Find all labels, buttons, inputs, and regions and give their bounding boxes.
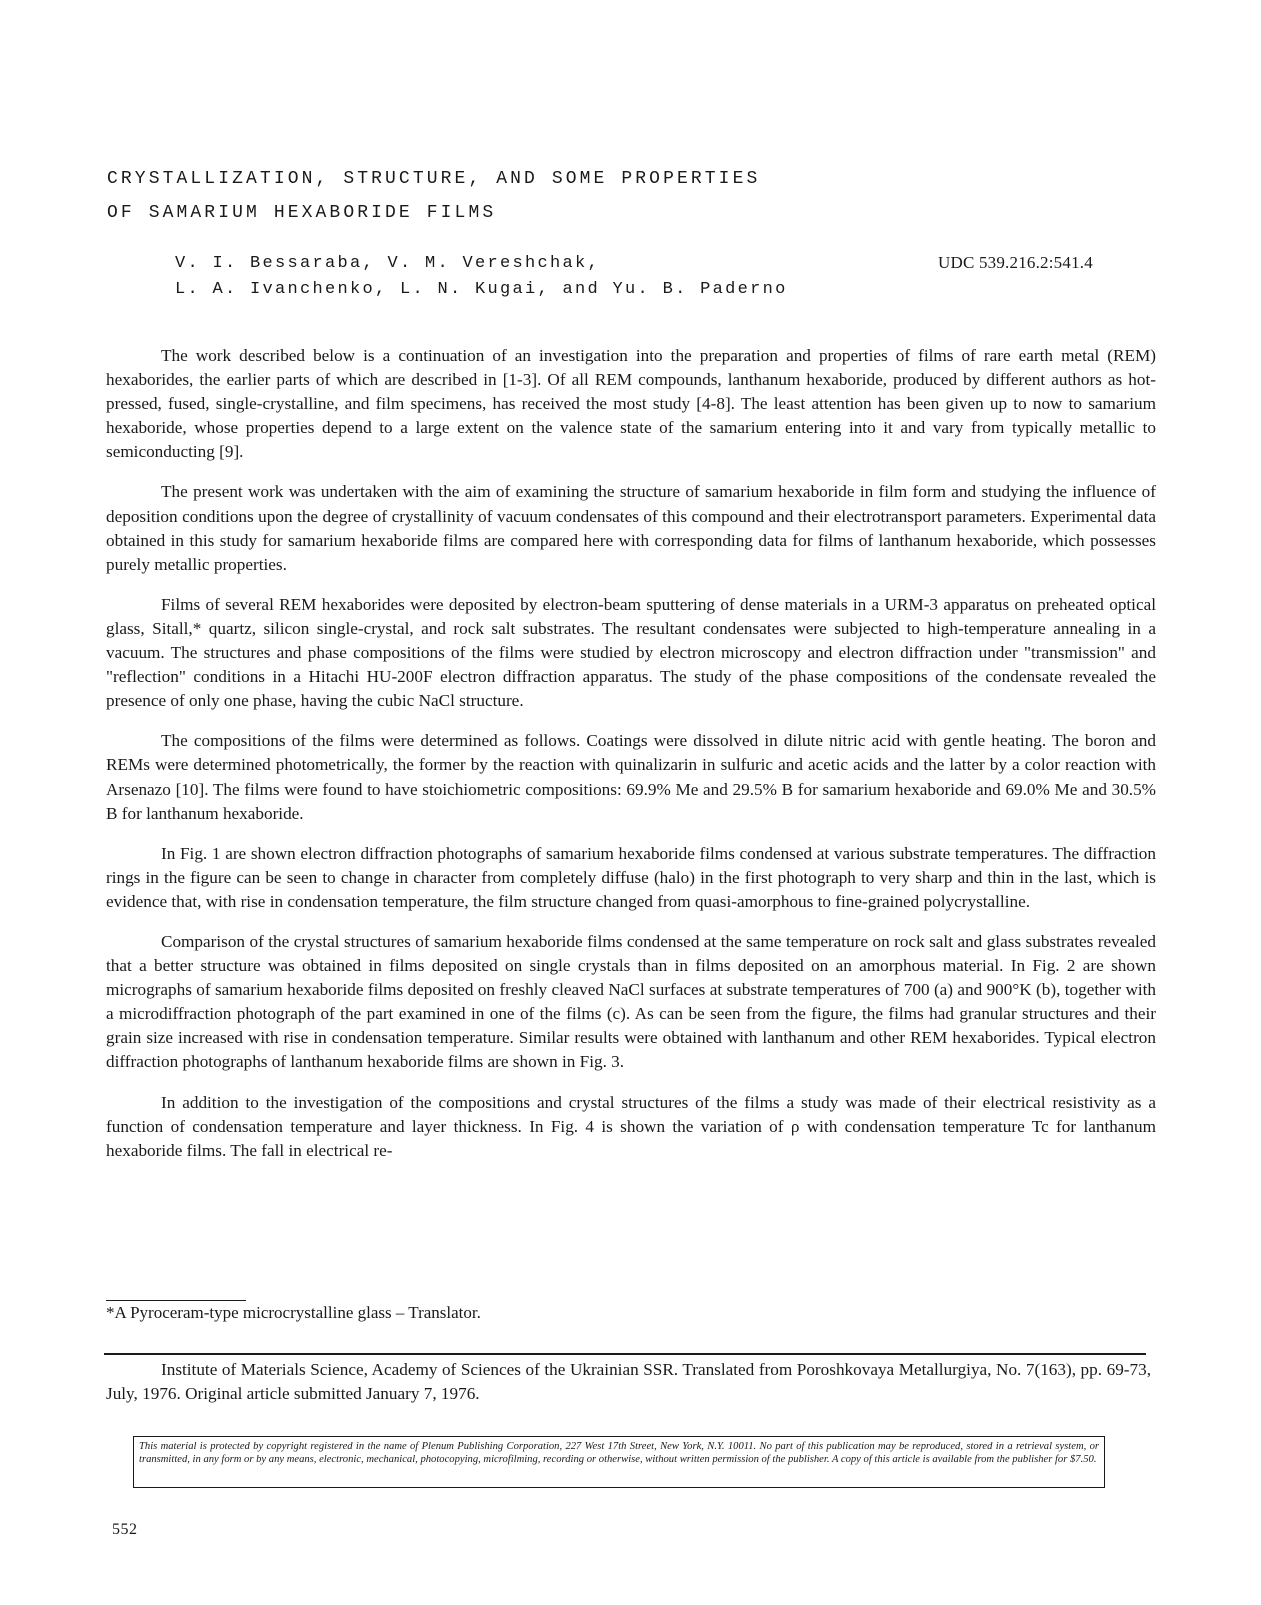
footnote-divider xyxy=(106,1300,246,1301)
institute-divider xyxy=(104,1353,1146,1355)
footnote: *A Pyroceram-type microcrystalline glass – Translator. xyxy=(106,1303,481,1322)
page-number: 552 xyxy=(112,1521,138,1538)
paper-title xyxy=(107,162,1107,230)
authors-line-2: L. A. Ivanchenko, L. N. Kugai, and Yu. B. Paderno xyxy=(175,280,788,299)
author-list xyxy=(175,251,895,303)
authors-line-1: V. I. Bessaraba, V. M. Vereshchak, xyxy=(175,254,601,273)
paragraph-3: Films of several REM hexaborides were deposited by electron-beam sputtering of dense materials in a URM-3 apparatus on preheated optical glass, Sitall,* quartz, silicon single-crystal, and rock salt substrates. The resultant condensates were subjected to high-temperature annealing in a vacuum. The structures and phase compositions of the films were studied by electron microscopy and electron diffraction under "transmission" and "reflection" conditions in a Hitachi HU-200F electron diffraction apparatus. The study of the phase compositions of the condensate revealed the presence of only one phase, having the cubic NaCl structure. xyxy=(106,594,1156,711)
paragraph-2: The present work was undertaken with the aim of examining the structure of samarium hexaboride in film form and studying the influence of deposition conditions upon the degree of crystallinity of vacuum condensates of this compound and their electrotransport parameters. Experimental data obtained in this study for samarium hexaboride films are compared here with corresponding data for films of lanthanum hexaboride, which possesses purely metallic properties. xyxy=(106,482,1156,574)
paragraph-7: In addition to the investigation of the compositions and crystal structures of the films a study was made of their electrical resistivity as a function of condensation temperature and layer thickness. In Fig. 4 is shown the variation of ρ with condensation temperature Tc for lanthanum hexaboride films. The fall in electrical re- xyxy=(106,1092,1156,1160)
udc-code: UDC 539.216.2:541.4 xyxy=(938,253,1093,272)
paragraph-6: Comparison of the crystal structures of samarium hexaboride films condensed at the same temperature on rock salt and glass substrates revealed that a better structure was obtained in films deposited on single crystals than in films deposited on an amorphous material. In Fig. 2 are shown micrographs of samarium hexaboride films deposited on freshly cleaved NaCl surfaces at substrate temperatures of 700 (a) and 900°K (b), together with a microdiffraction photograph of the part examined in one of the films (c). As can be seen from the figure, the films had granular structures and their grain size increased with rise in condensation temperature. Similar results were obtained with lanthanum and other REM hexaborides. Typical electron diffraction photographs of lanthanum hexaboride films are shown in Fig. 3. xyxy=(106,931,1156,1072)
article-body xyxy=(106,344,1156,1163)
title-line-2: OF SAMARIUM HEXABORIDE FILMS xyxy=(107,203,497,223)
paragraph-5: In Fig. 1 are shown electron diffraction photographs of samarium hexaboride films condensed at various substrate temperatures. The diffraction rings in the figure can be seen to change in character from completely diffuse (halo) in the first photograph to very sharp and thin in the last, which is evidence that, with rise in condensation temperature, the film structure changed from quasi-amorphous to fine-grained polycrystalline. xyxy=(106,843,1156,911)
title-line-1: CRYSTALLIZATION, STRUCTURE, AND SOME PROPERTIES xyxy=(107,169,761,189)
institute-note: Institute of Materials Science, Academy of Sciences of the Ukrainian SSR. Translated from Poroshkovaya Metallurgiya, No. 7(163), pp. 69-73, July, 1976. Original article submitted January 7, 1976. xyxy=(106,1360,1151,1403)
paragraph-4: The compositions of the films were determined as follows. Coatings were dissolved in dilute nitric acid with gentle heating. The boron and REMs were determined photometrically, the former by the reaction with quinalizarin in sulfuric and acetic acids and the latter by a color reaction with Arsenazo [10]. The films were found to have stoichiometric compositions: 69.9% Me and 29.5% B for samarium hexaboride and 69.0% Me and 30.5% B for lanthanum hexaboride. xyxy=(106,731,1156,823)
paragraph-1: The work described below is a continuation of an investigation into the preparation and properties of films of rare earth metal (REM) hexaborides, the earlier parts of which are described in [1-3]. Of all REM compounds, lanthanum hexaboride, produced by different authors as hot-pressed, fused, single-crystalline, and film specimens, has received the most study [4-8]. The least attention has been given up to now to samarium hexaboride, whose properties depend to a large extent on the valence state of the samarium entering into it and vary from typically metallic to semiconducting [9]. xyxy=(106,346,1156,462)
copyright-notice: This material is protected by copyright registered in the name of Plenum Publishing Corporation, 227 West 17th Street, New York, N.Y. 10011. No part of this publication may be reproduced, stored in a retrieval system, or transmitted, in any form or by any means, electronic, mechanical, photocopying, microfilming, recording or otherwise, without written permission of the publisher. A copy of this article is available from the publisher for $7.50. xyxy=(133,1436,1105,1488)
